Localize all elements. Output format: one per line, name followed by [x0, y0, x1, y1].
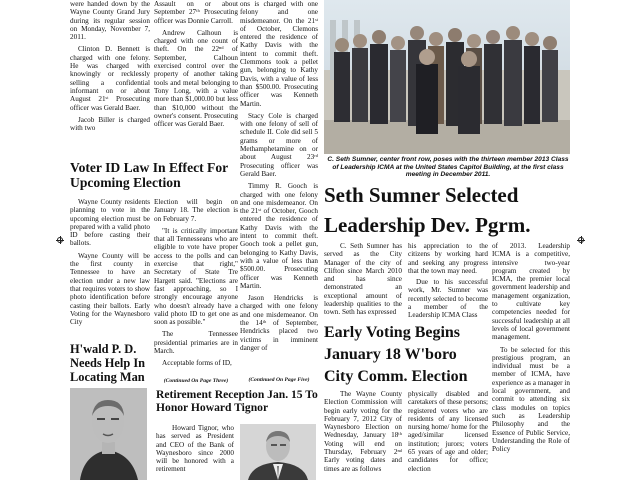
sumner-col2: [408, 242, 488, 324]
howard-tignor-photo: [240, 424, 316, 480]
voter-col1: [70, 198, 150, 360]
hwald-headline: H'wald P. D. Needs Help In Locating Man: [70, 342, 146, 384]
article-text: To be selected for this prestigious program, an individual must be a member of ICMA, have experience as a manager in local government, and commit to attending six class modules on topics such as Leadership Philosophy and the Essence of Public Service, Understanding the Role of Policy: [492, 345, 570, 454]
voter-id-headline: Voter ID Law In Effect For Upcoming Election: [70, 160, 228, 191]
article-text: of 2013. Leadership ICMA is a competitive, intensive two-year program created by ICMA, the premier local government leadership and management organization, to cultivate key competencies needed for successful leadership at all levels of local government management.: [492, 242, 570, 342]
article-text: C. Seth Sumner has served as the City Manager of the city of Clifton since March 2010 and has since demonstrated an exceptional amount of leadership qualities to the town. Seth has expressed: [324, 242, 402, 317]
continued-note: (Continued On Page Three): [163, 378, 229, 384]
article-text: Assault on or about September 27ᵗʰ Prosecuting officer was Donnie Carroll.: [154, 0, 238, 25]
article-text: Andrew Calhoun is charged with one count of theft. On the 22ⁿᵈ of September, Calhoun exercised control over the property of another taking tools and metal belonging to Tony Long, with a value more than $1,000.00 but less than $10,000 without the owner's consent. Prosecuting officer was Gerald Baer.: [154, 28, 238, 129]
jury-col2-top: [154, 0, 238, 160]
article-text: Jacob Biller is charged with two: [70, 115, 150, 133]
article-text: Wayne County residents planning to vote in the upcoming election must be prepared with a valid photo ID before casting their ballots.: [70, 198, 150, 248]
article-text: Howard Tignor, who has served as President and CEO of the Bank of Waynesboro since 2000 will be honored with a retirement: [156, 424, 234, 474]
jury-col3: [240, 0, 318, 376]
article-text: Clinton D. Bennett is charged with one felony. He was charged with knowingly or recklessly selling a confidential informant on or about August 21ˢᵗ Prosecuting officer was Gerald Baer.: [70, 45, 150, 112]
article-text: ons is charged with one felony and one misdemeanor. On the 21ˢᵗ of October, Clemons entered the residence of Kathy Davis with the intent to commit theft. Clemmons took a pellet gun, belonging to Kathy Davis, with a value of less than $500.00. Prosecuting officer was Kenneth Martin.: [240, 0, 318, 108]
article-text: Timmy R. Gooch is charged with one felony and one misdemeanor. On the 21ˢᵗ of October, Gooch entered the residence of Kathy Davis with the intent to commit theft. Gooch took a pellet gun, belonging to Kathy Davis, with a value of less than $500.00. Prosecuting officer was Kenneth Martin.: [240, 182, 318, 290]
sumner-col1: [324, 242, 402, 324]
leadership-class-photo: [324, 0, 570, 154]
article-text: his appreciation to the citizens by working hard and seeking any progress that the town may need.: [408, 242, 488, 275]
registration-mark-right: [577, 236, 585, 244]
article-text: Election will begin on January 18. The election is on February 7.: [154, 198, 238, 223]
retirement-headline: Retirement Reception Jan. 15 To Honor Howard Tignor: [156, 388, 318, 414]
early-col1: [324, 390, 402, 480]
article-text: were handed down by the Wayne County Grand Jury during its regular session on Monday, November 7, 2011.: [70, 0, 150, 42]
early-col2: [408, 390, 488, 480]
early-voting-headline: Early Voting Begins January 18 W'boro City Comm. Election: [324, 324, 468, 385]
continued-note: (Continued On Page Five): [248, 377, 310, 383]
article-text: Jason Hendricks is charged with one felony and one misdemeanor. On the 14ᵗʰ of September, Hendricks placed two victims in imminent danger of: [240, 294, 318, 352]
article-text: Due to his successful work, Mr. Sumner was recently selected to become a member of the Leadership ICMA Class: [408, 278, 488, 320]
article-text: Acceptable forms of ID,: [162, 359, 232, 368]
photo-caption: C. Seth Sumner, center front row, poses with the thirteen member 2013 Class of Leadership ICMA at the United States Capitol Building, at the first class meeting in December 2011.: [327, 156, 569, 179]
missing-man-photo: [70, 388, 147, 480]
article-text: Stacy Cole is charged with one felony of sell of schedule II. Cole did sell 5 grams or more of Methamphetamine on or about August 23ʳᵈ Prosecuting officer was Gerald Baer.: [240, 111, 318, 178]
article-text: The Wayne County Election Commission will begin early voting for the February 7, 2012 City of Waynesboro Election on Wednesday, January 18ᵗʰ Voting will end on Thursday, February 2ⁿᵈ Early voting dates and times are as follows: [324, 390, 402, 473]
article-text: "It is critically important that all Tennesseans who are eligible to vote have proper access to the polls and can exercise that right," Secretary of State Tre Hargett said. "Elections are fast approaching, so I strongly encourage anyone who doesn't already have a valid photo ID to get one as soon as possible.": [154, 226, 238, 327]
article-text: The Tennessee presidential primaries are in March.: [154, 330, 238, 356]
sumner-col3: [492, 242, 570, 480]
sumner-headline: Seth Sumner Selected Leadership Dev. Pgrm.: [324, 183, 531, 237]
article-text: physically disabled and caretakers of these persons; registered voters who are residents of any licensed nursing home/ home for the aged/similar licensed institution; jurors; voters 65 years of age and older; candidates for office; election: [408, 390, 488, 473]
jury-col1-top: [70, 0, 150, 160]
article-text: Wayne County will be the first county in Tennessee to have an election under a new law that requires voters to show photo identification before casting their ballots. Early Voting for the Waynesboro City: [70, 251, 150, 327]
voter-col2: [154, 198, 238, 376]
retirement-col: [156, 424, 234, 480]
registration-mark-left: [56, 236, 64, 244]
